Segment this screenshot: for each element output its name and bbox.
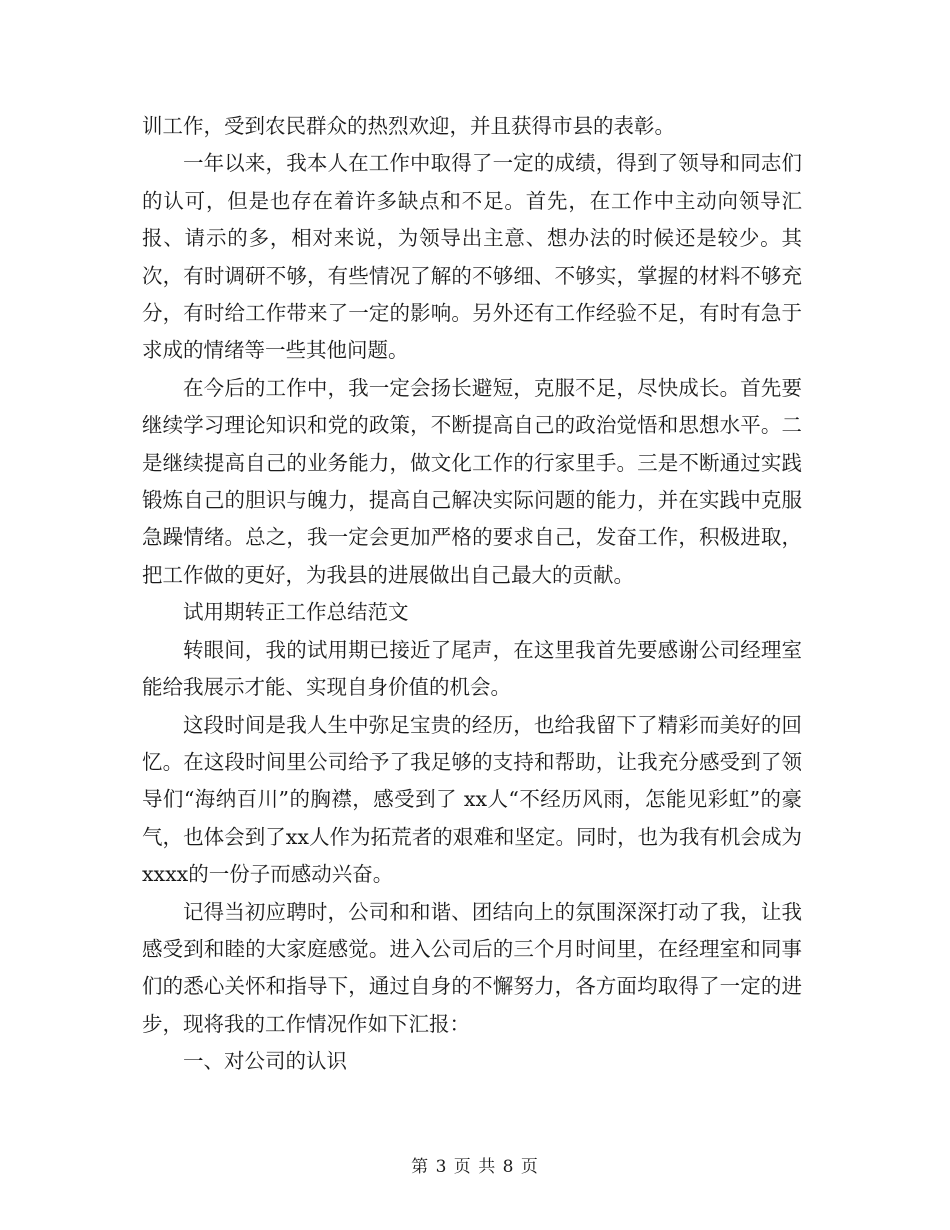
paragraph-recollection: 记得当初应聘时，公司和和谐、团结向上的氛围深深打动了我，让我感受到和睦的大家庭感觉。进入公司后的三个月时间里，在经理室和同事们的悉心关怀和指导下，通过自身的不懈努力，各方面均取得了一定的进步，现将我的工作情况作如下汇报： <box>142 899 802 1036</box>
paragraph-experience: 这段时间是我人生中弥足宝贵的经历，也给我留下了精彩而美好的回忆。在这段时间里公司给予了我足够的支持和帮助，让我充分感受到了领导们“海纳百川”的胸襟，感受到了 xx人“不经历风雨，怎能见彩虹”的豪气，也体会到了xx人作为拓荒者的艰难和坚定。同时，也为我有机会成为xxxx的一份子而感动兴奋。 <box>142 712 802 887</box>
document-body <box>142 108 802 1081</box>
paragraph-shortcomings: 一年以来，我本人在工作中取得了一定的成绩，得到了领导和同志们的认可，但是也存在着许多缺点和不足。首先，在工作中主动向领导汇报、请示的多，相对来说，为领导出主意、想办法的时候还是较少。其次，有时调研不够，有些情况了解的不够细、不够实，掌握的材料不够充分，有时给工作带来了一定的影响。另外还有工作经验不足，有时有急于求成的情绪等一些其他问题。 <box>142 151 802 363</box>
paragraph-continuation: 训工作，受到农民群众的热烈欢迎，并且获得市县的表彰。 <box>142 114 675 138</box>
subsection-heading: 一、对公司的认识 <box>183 1049 347 1074</box>
page-number-footer: 第 3 页 共 8 页 <box>411 1157 539 1177</box>
paragraph-intro: 转眼间，我的试用期已接近了尾声，在这里我首先要感谢公司经理室能给我展示才能、实现自身价值的机会。 <box>142 637 802 700</box>
section-title: 试用期转正工作总结范文 <box>183 600 409 625</box>
paragraph-future-plans: 在今后的工作中，我一定会扬长避短，克服不足，尽快成长。首先要继续学习理论知识和党的政策，不断提高自己的政治觉悟和思想水平。二是继续提高自己的业务能力，做文化工作的行家里手。三是不断通过实践锻炼自己的胆识与魄力，提高自己解决实际问题的能力，并在实践中克服急躁情绪。总之，我一定会更加严格的要求自己，发奋工作，积极进取，把工作做的更好，为我县的进展做出自己最大的贡献。 <box>142 375 802 587</box>
